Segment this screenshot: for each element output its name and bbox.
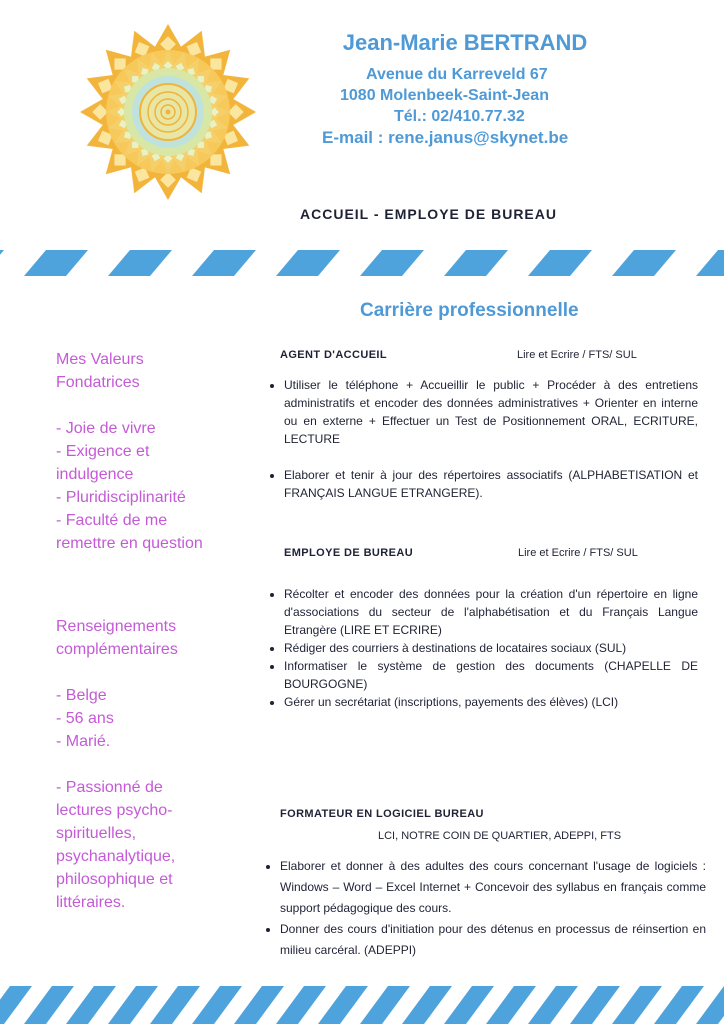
- hobby-item: spirituelles,: [56, 825, 137, 842]
- stripe: [318, 986, 368, 1024]
- address-line-1: Avenue du Karreveld 67: [366, 66, 548, 83]
- value-item: - Joie de vivre: [56, 420, 156, 437]
- value-item: - Faculté de me: [56, 512, 168, 529]
- stripe: [612, 250, 676, 276]
- stripe: [24, 250, 88, 276]
- stripe: [654, 986, 704, 1024]
- stripe: [696, 986, 724, 1024]
- job-title-employe-bureau: EMPLOYE DE BUREAU: [284, 547, 414, 559]
- job-employers: LCI, NOTRE COIN DE QUARTIER, ADEPPI, FTS: [378, 830, 622, 842]
- value-item: remettre en question: [56, 535, 203, 552]
- mandala-logo-icon: [78, 22, 258, 202]
- value-item: - Exigence et: [56, 443, 150, 460]
- hobby-item: psychanalytique,: [56, 848, 176, 865]
- stripe: [108, 986, 158, 1024]
- values-title: Mes Valeurs: [56, 351, 144, 368]
- value-item: indulgence: [56, 466, 134, 483]
- stripe: [528, 250, 592, 276]
- job-bullet: • Gérer un secrétariat (inscriptions, payements des élèves) (LCI): [284, 693, 698, 711]
- stripe: [0, 250, 4, 276]
- info-title: Renseignements: [56, 618, 177, 635]
- info-item: - Marié.: [56, 733, 111, 750]
- job-bullets: [266, 376, 698, 502]
- career-section-title: Carrière professionnelle: [360, 300, 579, 321]
- stripe-divider-bottom: [0, 986, 724, 1024]
- job-bullet: • Utiliser le téléphone + Accueillir le public + Procéder à des entretiens administratifs et encoder des données administratives + Orienter en interne ou en externe + Effectuer un Test de Positionnement ORAL, ECRITURE, LECTURE: [284, 376, 698, 448]
- stripe: [444, 250, 508, 276]
- job-bullet: • Rédiger des courriers à destinations de locataires sociaux (SUL): [284, 639, 698, 657]
- phone-number: Tél.: 02/410.77.32: [394, 108, 525, 125]
- job-bullet: • Récolter et encoder des données pour la création d'un répertoire en ligne d'associations du secteur de l'alphabétisation et du Français Langue Etrangère (LIRE ET ECRIRE): [284, 585, 698, 639]
- values-block: [56, 348, 246, 555]
- job-bullets: [266, 585, 698, 711]
- stripe: [234, 986, 284, 1024]
- values-title: Fondatrices: [56, 374, 140, 391]
- job-bullet: • Donner des cours d'initiation pour des détenus en processus de réinsertion en milieu carcéral. (ADEPPI): [280, 919, 706, 961]
- stripe: [612, 986, 662, 1024]
- stripe: [570, 986, 620, 1024]
- job-bullets: [262, 856, 706, 961]
- candidate-name: Jean-Marie BERTRAND: [342, 30, 588, 55]
- job-subtitle: ACCUEIL - EMPLOYE DE BUREAU: [300, 206, 557, 222]
- stripe: [360, 250, 424, 276]
- email-address[interactable]: E-mail : rene.janus@skynet.be: [322, 128, 569, 147]
- stripe: [528, 986, 578, 1024]
- address-line-2: 1080 Molenbeek-Saint-Jean: [340, 87, 549, 104]
- hobby-item: littéraires.: [56, 894, 126, 911]
- job-title-agent-accueil: AGENT D'ACCUEIL: [280, 349, 388, 361]
- job-title-formateur: FORMATEUR EN LOGICIEL BUREAU: [280, 808, 484, 820]
- stripe: [276, 250, 340, 276]
- stripe: [108, 250, 172, 276]
- stripe: [402, 986, 452, 1024]
- hobby-item: lectures psycho-: [56, 802, 173, 819]
- stripe-divider-top: [0, 250, 724, 276]
- job-bullet: • Elaborer et donner à des adultes des cours concernant l'usage de logiciels : Windows – Word – Excel Internet + Concevoir des syllabus en français comme support pédagogique des cours.: [280, 856, 706, 919]
- job-employers: Lire et Ecrire / FTS/ SUL: [517, 349, 637, 361]
- value-item: - Pluridisciplinarité: [56, 489, 186, 506]
- stripe: [360, 986, 410, 1024]
- stripe: [276, 986, 326, 1024]
- info-block: [56, 615, 246, 914]
- stripe: [0, 986, 32, 1024]
- info-item: - Belge: [56, 687, 107, 704]
- stripe: [444, 986, 494, 1024]
- stripe: [66, 986, 116, 1024]
- stripe: [192, 986, 242, 1024]
- stripe: [486, 986, 536, 1024]
- hobby-item: - Passionné de: [56, 779, 163, 796]
- hobby-item: philosophique et: [56, 871, 173, 888]
- job-bullet: • Elaborer et tenir à jour des répertoires associatifs (ALPHABETISATION et FRANÇAIS LANGUE ETRANGERE).: [284, 466, 698, 502]
- stripe: [150, 986, 200, 1024]
- info-title: complémentaires: [56, 641, 178, 658]
- job-employers: Lire et Ecrire / FTS/ SUL: [518, 547, 638, 559]
- stripe: [24, 986, 74, 1024]
- stripe: [192, 250, 256, 276]
- job-bullet: • Informatiser le système de gestion des documents (CHAPELLE DE BOURGOGNE): [284, 657, 698, 693]
- stripe: [696, 250, 724, 276]
- info-item: - 56 ans: [56, 710, 114, 727]
